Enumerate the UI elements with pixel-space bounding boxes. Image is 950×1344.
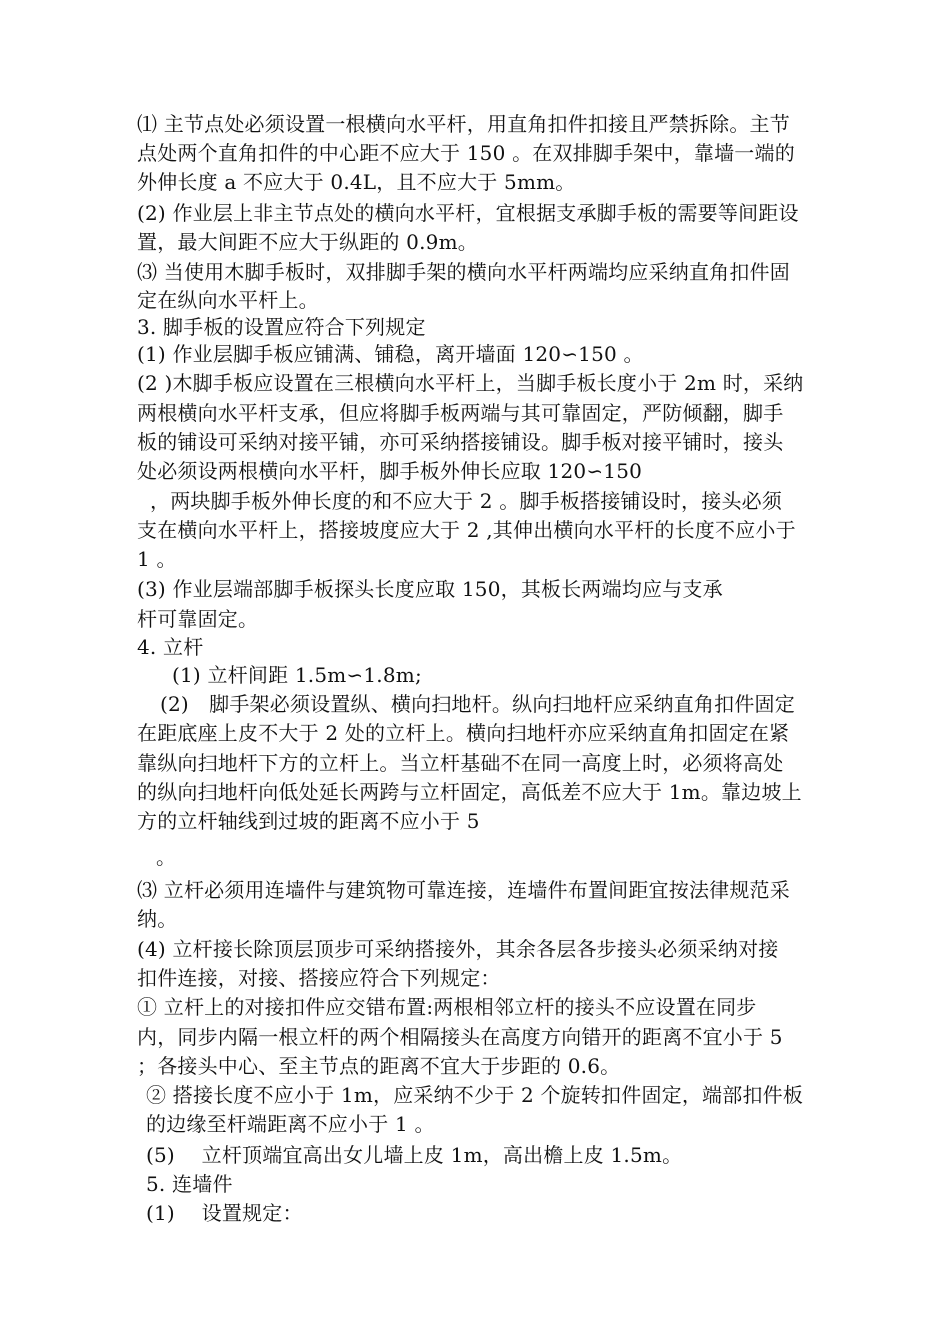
- text-line: (4) 立杆接长除顶层顶步可采纳搭接外，其余各层各步接头必须采纳对接: [137, 937, 779, 961]
- text-line: 的纵向扫地杆向低处延长两跨与立杆固定，高低差不应大于 1m。靠边坡上: [137, 780, 802, 804]
- text-line: 处必须设两根横向水平杆，脚手板外伸长应取 120∽150: [137, 459, 643, 483]
- section-heading: 3. 脚手板的设置应符合下列规定: [137, 315, 426, 339]
- text-line: 杆可靠固定。: [137, 607, 259, 631]
- text-line: ⑶ 立杆必须用连墙件与建筑物可靠连接，连墙件布置间距宜按法律规范采: [137, 878, 790, 902]
- text-line: 1 。: [137, 547, 177, 571]
- text-line: (1) 立杆间距 1.5m∽1.8m;: [172, 663, 422, 687]
- text-line: 支在横向水平杆上，搭接坡度应大于 2 ,其伸出横向水平杆的长度不应小于: [137, 518, 796, 542]
- section-heading: 5. 连墙件: [146, 1172, 233, 1196]
- text-line: (2) 脚手架必须设置纵、横向扫地杆。纵向扫地杆应采纳直角扣件固定: [160, 692, 795, 716]
- section-heading: 4. 立杆: [137, 635, 204, 659]
- text-line: 纳。: [137, 907, 178, 931]
- text-line: 靠纵向扫地杆下方的立杆上。当立杆基础不在同一高度上时，必须将高处: [137, 751, 784, 775]
- text-line: 点处两个直角扣件的中心距不应大于 150 。在双排脚手架中，靠墙一端的: [137, 141, 795, 165]
- text-line: ，两块脚手板外伸长度的和不应大于 2 。脚手板搭接铺设时，接头必须: [150, 489, 783, 513]
- text-line: ⑴ 主节点处必须设置一根横向水平杆，用直角扣件扣接且严禁拆除。主节: [137, 112, 790, 136]
- text-line: 。: [156, 845, 177, 869]
- text-line: (1) 作业层脚手板应铺满、铺稳，离开墙面 120∽150 。: [137, 342, 644, 366]
- text-line: (2 )木脚手板应设置在三根横向水平杆上，当脚手板长度小于 2m 时，采纳: [137, 371, 804, 395]
- text-line: 扣件连接，对接、搭接应符合下列规定：: [137, 966, 501, 990]
- text-line: ② 搭接长度不应小于 1m，应采纳不少于 2 个旋转扣件固定，端部扣件板: [146, 1083, 804, 1107]
- text-line: (1) 设置规定：: [146, 1201, 303, 1225]
- text-line: ；各接头中心、至主节点的距离不宜大于步距的 0.6。: [137, 1054, 621, 1078]
- text-line: ① 立杆上的对接扣件应交错布置:两根相邻立杆的接头不应设置在同步: [137, 995, 757, 1019]
- text-line: 板的铺设可采纳对接平铺，亦可采纳搭接铺设。脚手板对接平铺时，接头: [137, 430, 784, 454]
- text-line: 定在纵向水平杆上。: [137, 288, 319, 312]
- text-line: 方的立杆轴线到过坡的距离不应小于 5: [137, 809, 480, 833]
- text-line: (5) 立杆顶端宜高出女儿墙上皮 1m，高出檐上皮 1.5m。: [146, 1143, 683, 1167]
- text-line: (3) 作业层端部脚手板探头长度应取 150，其板长两端均应与支承: [137, 577, 723, 601]
- text-line: 内，同步内隔一根立杆的两个相隔接头在高度方向错开的距离不宜小于 5: [137, 1025, 783, 1049]
- text-line: ⑶ 当使用木脚手板时，双排脚手架的横向水平杆两端均应采纳直角扣件固: [137, 260, 790, 284]
- text-line: 外伸长度 a 不应大于 0.4L，且不应大于 5mm。: [137, 170, 576, 194]
- text-line: 的边缘至杆端距离不应小于 1 。: [146, 1112, 435, 1136]
- text-line: 置，最大间距不应大于纵距的 0.9m。: [137, 230, 478, 254]
- text-line: 在距底座上皮不大于 2 处的立杆上。横向扫地杆亦应采纳直角扣固定在紧: [137, 721, 790, 745]
- text-line: (2) 作业层上非主节点处的横向水平杆，宜根据支承脚手板的需要等间距设: [137, 201, 799, 225]
- text-line: 两根横向水平杆支承，但应将脚手板两端与其可靠固定，严防倾翻，脚手: [137, 401, 784, 425]
